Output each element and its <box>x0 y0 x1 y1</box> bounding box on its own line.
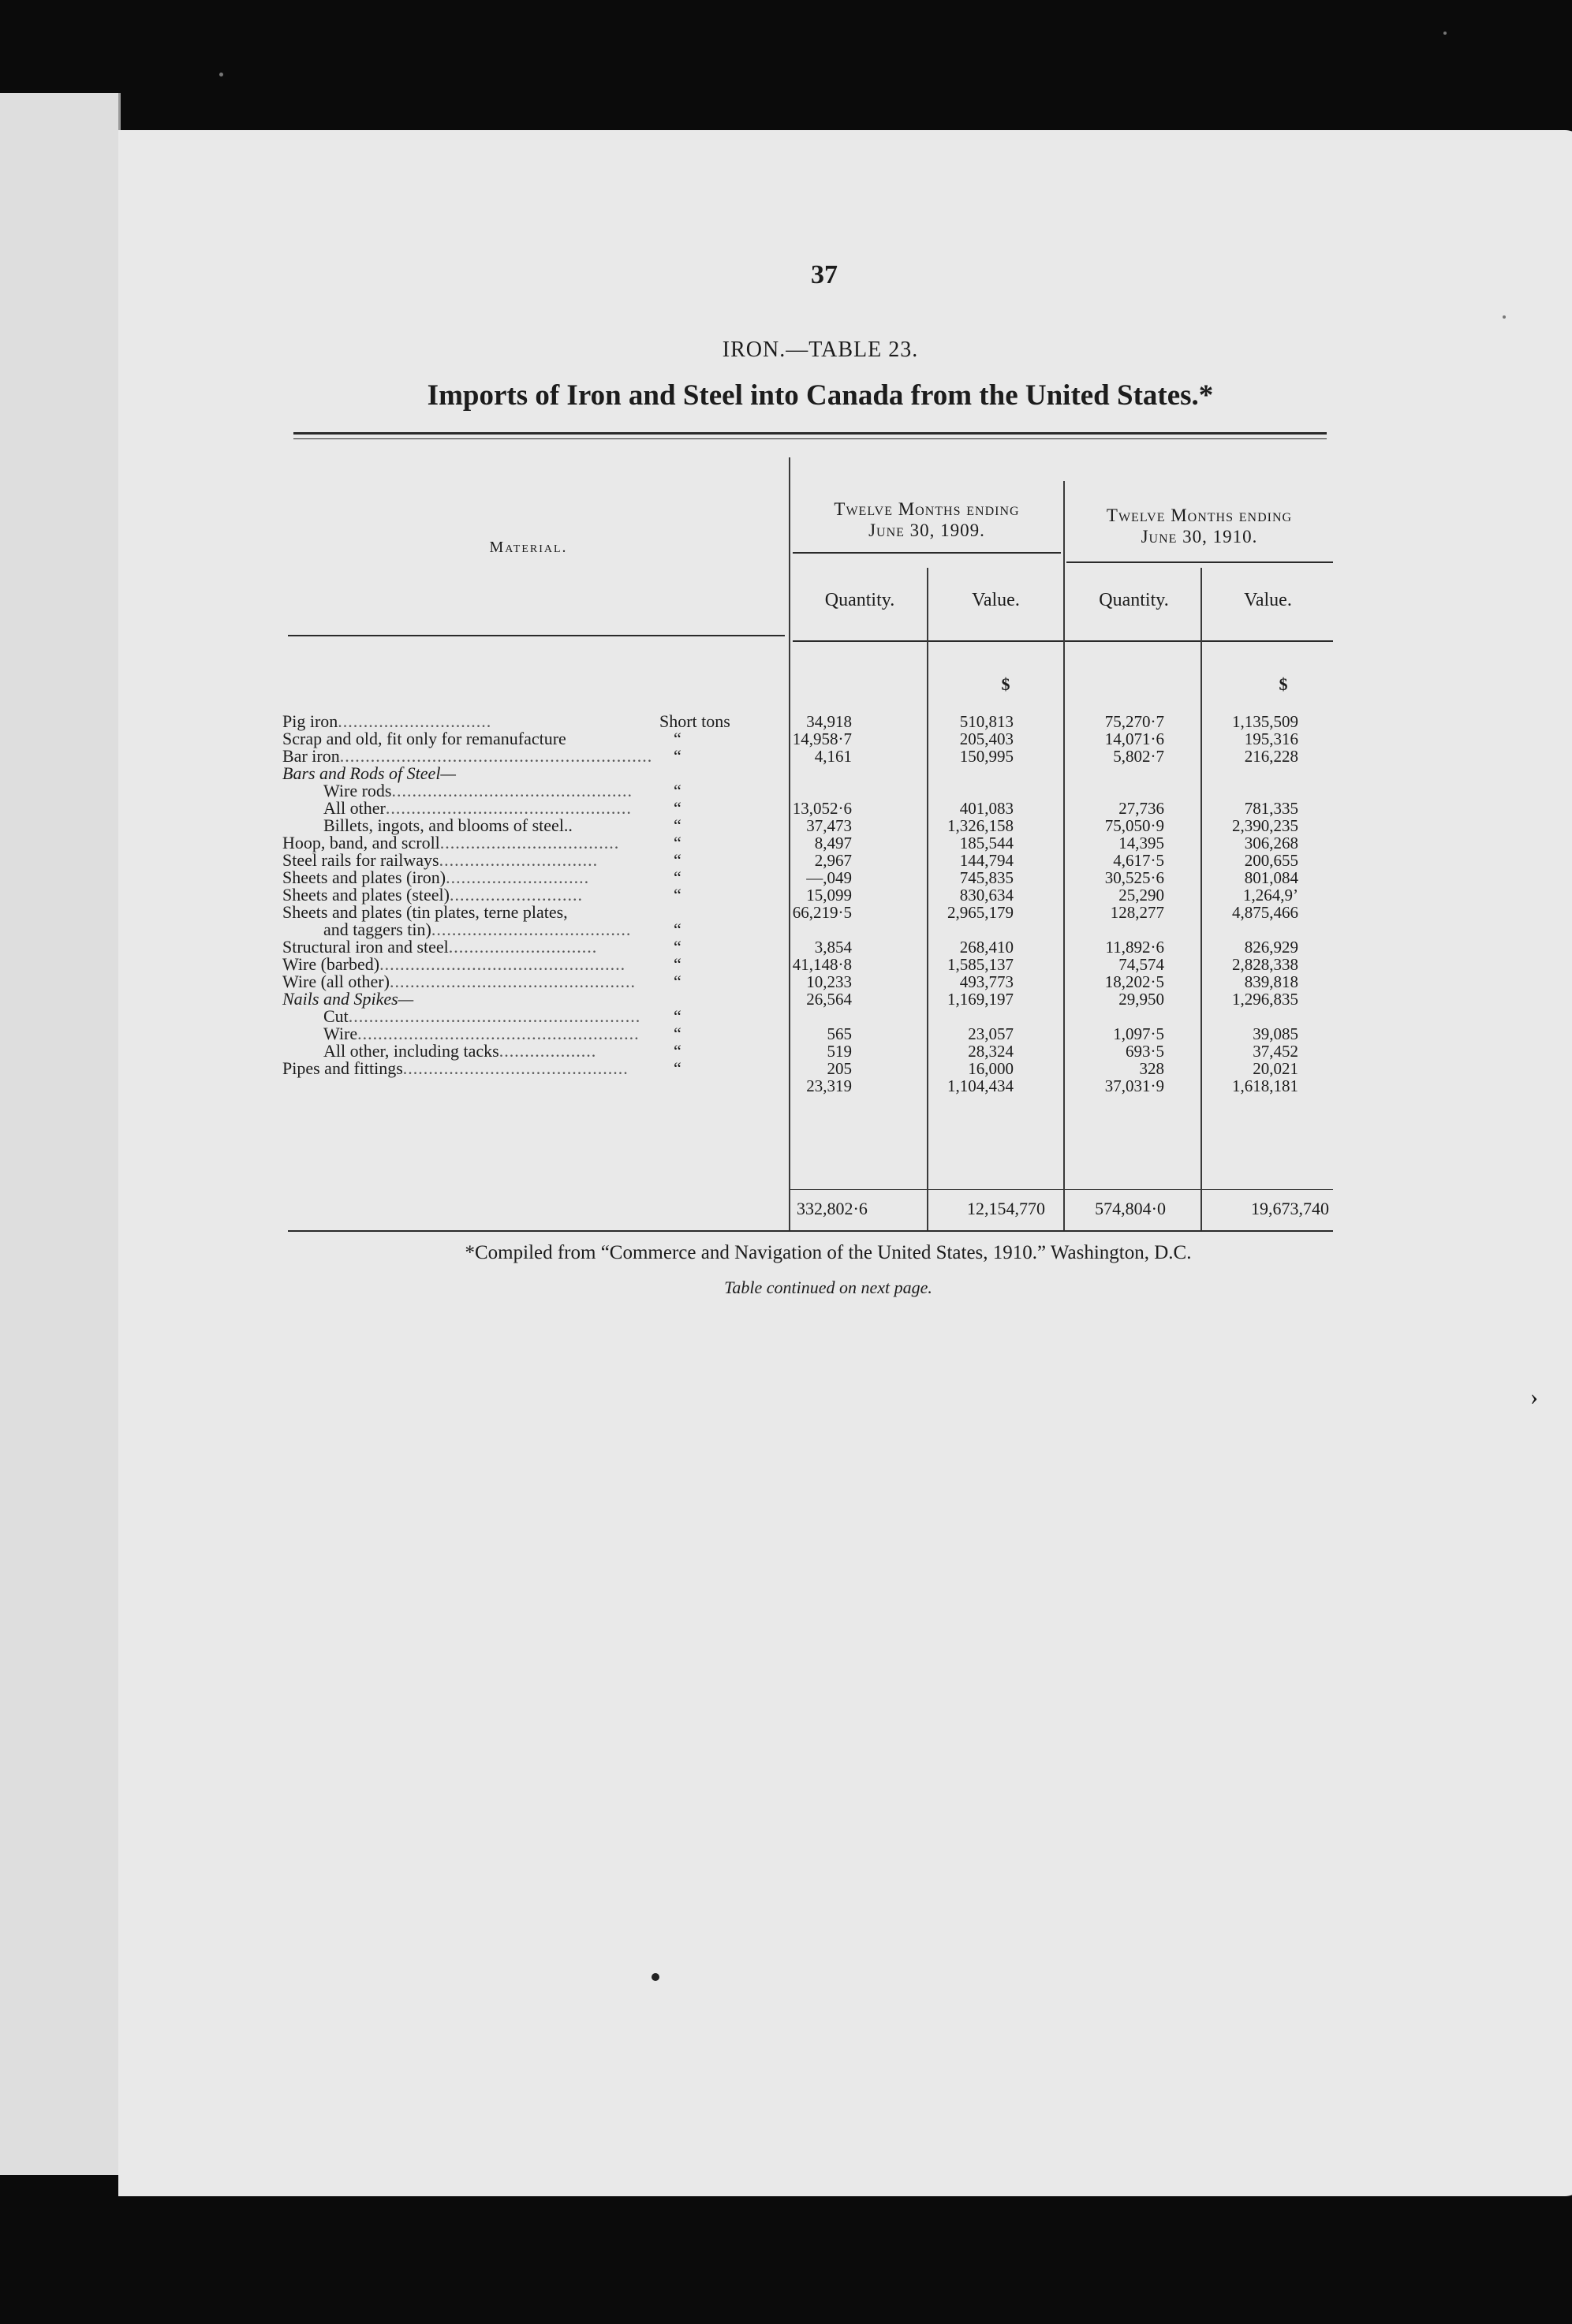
row-unit: “ <box>674 729 681 748</box>
footnote: *Compiled from “Commerce and Navigation of the United States, 1910.” Washington, D.C. <box>465 1242 1192 1263</box>
row-unit: “ <box>674 1058 681 1078</box>
total-quantity-1909: 332,802·6 <box>797 1199 868 1218</box>
row-value-1909: 28,324 <box>968 1042 1014 1061</box>
row-value-1910: 2,828,338 <box>1232 955 1298 974</box>
row-material <box>282 990 413 1008</box>
row-material <box>282 713 491 730</box>
table-row <box>282 869 1331 886</box>
row-value-1909: 185,544 <box>959 834 1014 852</box>
row-quantity-1909: 14,958·7 <box>792 729 852 748</box>
row-unit: “ <box>674 815 681 835</box>
total-value-1910: 19,673,740 <box>1251 1199 1329 1218</box>
row-unit: “ <box>674 1041 681 1061</box>
edge-mark: › <box>1530 1384 1538 1410</box>
dollar-sign-1910: $ <box>1279 674 1288 694</box>
document-page <box>118 130 1572 2196</box>
table-row <box>282 713 1331 730</box>
row-quantity-1910: 11,892·6 <box>1105 938 1164 957</box>
row-quantity-1910: 74,574 <box>1118 955 1164 974</box>
continued-note: Table continued on next page. <box>724 1278 932 1297</box>
table-row <box>282 973 1331 990</box>
row-material <box>282 852 598 869</box>
dust-speck <box>1503 315 1506 319</box>
row-value-1909: 401,083 <box>959 799 1014 818</box>
row-quantity-1910: 18,202·5 <box>1104 972 1164 991</box>
row-material <box>323 921 631 938</box>
table-row <box>282 834 1331 852</box>
row-quantity-1909: 37,473 <box>806 816 852 835</box>
dust-speck <box>1443 32 1447 35</box>
row-material-text: Nails and Spikes— <box>282 989 414 1009</box>
row-quantity-1910: 5,802·7 <box>1113 747 1164 766</box>
row-material <box>282 1060 629 1077</box>
row-value-1910: 1,618,181 <box>1232 1076 1298 1095</box>
row-value-1910: 826,929 <box>1244 938 1298 957</box>
table-row <box>282 748 1331 765</box>
row-material <box>282 834 619 852</box>
row-quantity-1910: 25,290 <box>1118 886 1164 905</box>
table-row <box>282 782 1331 800</box>
row-quantity-1910: 4,617·5 <box>1113 851 1164 870</box>
page-dot <box>652 1973 659 1981</box>
row-value-1910: 781,335 <box>1244 799 1298 818</box>
table-row <box>282 1077 1331 1095</box>
row-material <box>282 973 636 990</box>
material-header-rule <box>288 635 785 636</box>
row-material-text: Bar iron <box>282 746 340 766</box>
row-quantity-1910: 328 <box>1139 1059 1164 1078</box>
row-value-1910: 39,085 <box>1253 1024 1298 1043</box>
row-leader-dots: ............................ <box>446 867 590 887</box>
table-label: IRON.—TABLE 23. <box>722 338 919 362</box>
row-quantity-1909: 8,497 <box>814 834 852 852</box>
row-material-text: Pig iron <box>282 711 338 731</box>
table-row <box>282 886 1331 904</box>
period-1910-line2: June 30, 1910. <box>1141 527 1258 546</box>
row-quantity-1909: 34,918 <box>806 712 852 731</box>
row-quantity-1909: —,049 <box>806 868 852 887</box>
row-value-1910: 306,268 <box>1244 834 1298 852</box>
row-value-1910: 195,316 <box>1244 729 1298 748</box>
left-page-edge <box>0 93 121 2175</box>
row-material <box>282 886 583 904</box>
header-rule-1909 <box>793 552 1061 554</box>
row-leader-dots: ....................................... <box>431 920 632 939</box>
row-material-text: All other <box>323 798 386 818</box>
row-material <box>323 817 573 834</box>
row-value-1909: 830,634 <box>959 886 1014 905</box>
row-quantity-1909: 565 <box>827 1024 852 1043</box>
row-value-1910: 216,228 <box>1244 747 1298 766</box>
row-value-1910: 1,264,9’ <box>1243 886 1298 905</box>
row-quantity-1909: 66,219·5 <box>792 903 852 922</box>
row-unit: “ <box>674 1006 681 1026</box>
row-value-1909: 1,104,434 <box>947 1076 1014 1095</box>
row-material-text: Billets, ingots, and blooms of steel.. <box>323 815 573 835</box>
value-header-1909: Value. <box>972 590 1020 610</box>
row-material <box>323 1008 640 1025</box>
row-material-text: Wire (all other) <box>282 972 390 991</box>
row-value-1909: 2,965,179 <box>947 903 1014 922</box>
row-quantity-1910: 693·5 <box>1126 1042 1164 1061</box>
row-leader-dots: ................................... <box>439 833 620 852</box>
row-material-text: Sheets and plates (tin plates, terne plates, <box>282 902 568 922</box>
row-material-text: Wire rods <box>323 781 392 800</box>
row-quantity-1909: 2,967 <box>814 851 852 870</box>
top-double-rule-thin <box>293 438 1327 439</box>
row-material-text: Scrap and old, fit only for remanufacture <box>282 729 566 748</box>
total-quantity-1910: 574,804·0 <box>1095 1199 1166 1218</box>
row-material <box>282 748 652 765</box>
header-rule-1910 <box>1066 561 1333 563</box>
dust-speck <box>219 73 223 76</box>
period-1910-header <box>1063 505 1335 547</box>
row-leader-dots: ............................................................. <box>339 746 653 766</box>
row-material <box>323 800 632 817</box>
table-row <box>282 1025 1331 1043</box>
row-material-text: Wire (barbed) <box>282 954 380 974</box>
bottom-rule <box>288 1230 1333 1232</box>
row-quantity-1909: 3,854 <box>814 938 852 957</box>
table-row <box>282 852 1331 869</box>
value-header-1910: Value. <box>1244 590 1292 610</box>
row-material-text: Cut <box>323 1006 349 1026</box>
row-unit: “ <box>674 798 681 818</box>
row-material-text: and taggers tin) <box>323 920 431 939</box>
row-material-text: Pipes and fittings <box>282 1058 403 1078</box>
table-title: Imports of Iron and Steel into Canada from the United States.* <box>427 379 1214 412</box>
row-leader-dots: ............................. <box>448 937 598 957</box>
row-leader-dots: ............................................... <box>391 781 633 800</box>
row-material <box>282 730 566 748</box>
quantity-header-1909: Quantity. <box>824 590 895 610</box>
row-quantity-1910: 128,277 <box>1110 903 1164 922</box>
row-unit: “ <box>674 1024 681 1043</box>
row-material-text: Sheets and plates (steel) <box>282 885 450 905</box>
row-value-1909: 23,057 <box>968 1024 1014 1043</box>
row-value-1909: 205,403 <box>959 729 1014 748</box>
row-quantity-1909: 13,052·6 <box>792 799 852 818</box>
table-row <box>282 765 1331 782</box>
row-value-1910: 801,084 <box>1244 868 1298 887</box>
table-row <box>282 921 1331 938</box>
row-quantity-1910: 75,050·9 <box>1104 816 1164 835</box>
row-quantity-1909: 26,564 <box>806 990 852 1009</box>
row-material-text: All other, including tacks <box>323 1041 499 1061</box>
material-column-header: Material. <box>489 539 568 556</box>
row-unit: “ <box>674 937 681 957</box>
row-material <box>323 782 633 800</box>
row-value-1909: 493,773 <box>959 972 1014 991</box>
row-quantity-1910: 29,950 <box>1118 990 1164 1009</box>
row-value-1910: 839,818 <box>1244 972 1298 991</box>
row-quantity-1909: 4,161 <box>814 747 852 766</box>
row-material <box>282 956 625 973</box>
row-quantity-1909: 519 <box>827 1042 852 1061</box>
row-leader-dots: ............................... <box>439 850 599 870</box>
row-value-1910: 200,655 <box>1244 851 1298 870</box>
period-1909-line1: Twelve Months ending <box>834 499 1020 519</box>
row-unit: Short tons <box>659 711 730 731</box>
row-leader-dots: .......................... <box>450 885 583 905</box>
row-value-1909: 268,410 <box>959 938 1014 957</box>
row-value-1909: 510,813 <box>959 712 1014 731</box>
row-quantity-1909: 10,233 <box>806 972 852 991</box>
row-value-1910: 4,875,466 <box>1232 903 1298 922</box>
table-body <box>282 713 1331 1095</box>
row-unit: “ <box>674 833 681 852</box>
row-material-text: Hoop, band, and scroll <box>282 833 440 852</box>
row-quantity-1909: 15,099 <box>806 886 852 905</box>
table-row <box>282 990 1331 1008</box>
row-quantity-1909: 41,148·8 <box>792 955 852 974</box>
row-leader-dots: ................................................ <box>385 798 632 818</box>
row-unit: “ <box>674 746 681 766</box>
row-leader-dots: ............................................ <box>402 1058 629 1078</box>
row-material <box>282 765 456 782</box>
row-leader-dots: ......................................................... <box>348 1006 641 1026</box>
row-value-1910: 1,135,509 <box>1232 712 1298 731</box>
table-row <box>282 817 1331 834</box>
quantity-header-1910: Quantity. <box>1099 590 1169 610</box>
row-material-text: Structural iron and steel <box>282 937 449 957</box>
row-value-1909: 1,326,158 <box>947 816 1014 835</box>
row-value-1909: 150,995 <box>959 747 1014 766</box>
row-leader-dots: ................... <box>498 1041 597 1061</box>
row-leader-dots: ....................................................... <box>357 1024 640 1043</box>
row-material-text: Sheets and plates (iron) <box>282 867 446 887</box>
row-leader-dots: ................................................ <box>379 954 626 974</box>
row-material-text: Bars and Rods of Steel— <box>282 763 456 783</box>
row-unit: “ <box>674 867 681 887</box>
row-unit: “ <box>674 972 681 991</box>
row-material <box>282 938 597 956</box>
row-value-1910: 37,452 <box>1253 1042 1298 1061</box>
table-row <box>282 1060 1331 1077</box>
dollar-sign-1909: $ <box>1001 674 1010 694</box>
table-row <box>282 800 1331 817</box>
row-quantity-1909: 205 <box>827 1059 852 1078</box>
row-quantity-1910: 75,270·7 <box>1104 712 1164 731</box>
row-material-text: Steel rails for railways <box>282 850 439 870</box>
row-material <box>323 1025 640 1043</box>
table-row <box>282 730 1331 748</box>
period-1910-line1: Twelve Months ending <box>1106 505 1293 525</box>
row-unit: “ <box>674 885 681 905</box>
table-row <box>282 938 1331 956</box>
row-quantity-1910: 27,736 <box>1118 799 1164 818</box>
row-leader-dots: .............................. <box>338 711 492 731</box>
row-quantity-1910: 30,525·6 <box>1104 868 1164 887</box>
row-value-1909: 144,794 <box>959 851 1014 870</box>
row-material <box>282 869 589 886</box>
total-value-1909: 12,154,770 <box>967 1199 1045 1218</box>
row-unit: “ <box>674 954 681 974</box>
table-row <box>282 1043 1331 1060</box>
row-leader-dots: ................................................ <box>389 972 636 991</box>
row-quantity-1909: 23,319 <box>806 1076 852 1095</box>
row-quantity-1910: 14,395 <box>1118 834 1164 852</box>
row-quantity-1910: 1,097·5 <box>1113 1024 1164 1043</box>
row-value-1910: 20,021 <box>1253 1059 1298 1078</box>
top-double-rule <box>293 432 1327 435</box>
period-1909-line2: June 30, 1909. <box>868 520 985 540</box>
row-unit: “ <box>674 850 681 870</box>
row-value-1909: 16,000 <box>968 1059 1014 1078</box>
row-unit: “ <box>674 920 681 939</box>
row-value-1909: 1,585,137 <box>947 955 1014 974</box>
page-number: 37 <box>811 260 838 289</box>
row-quantity-1910: 37,031·9 <box>1104 1076 1164 1095</box>
totals-rule <box>789 1189 1333 1190</box>
row-value-1909: 745,835 <box>959 868 1014 887</box>
row-value-1909: 1,169,197 <box>947 990 1014 1009</box>
row-value-1910: 1,296,835 <box>1232 990 1298 1009</box>
row-material <box>323 1043 596 1060</box>
row-quantity-1910: 14,071·6 <box>1104 729 1164 748</box>
row-material <box>282 904 568 921</box>
table-row <box>282 1008 1331 1025</box>
table-row <box>282 956 1331 973</box>
row-material-text: Wire <box>323 1024 358 1043</box>
row-value-1910: 2,390,235 <box>1232 816 1298 835</box>
row-unit: “ <box>674 781 681 800</box>
table-row <box>282 904 1331 921</box>
period-1909-header <box>789 498 1065 541</box>
